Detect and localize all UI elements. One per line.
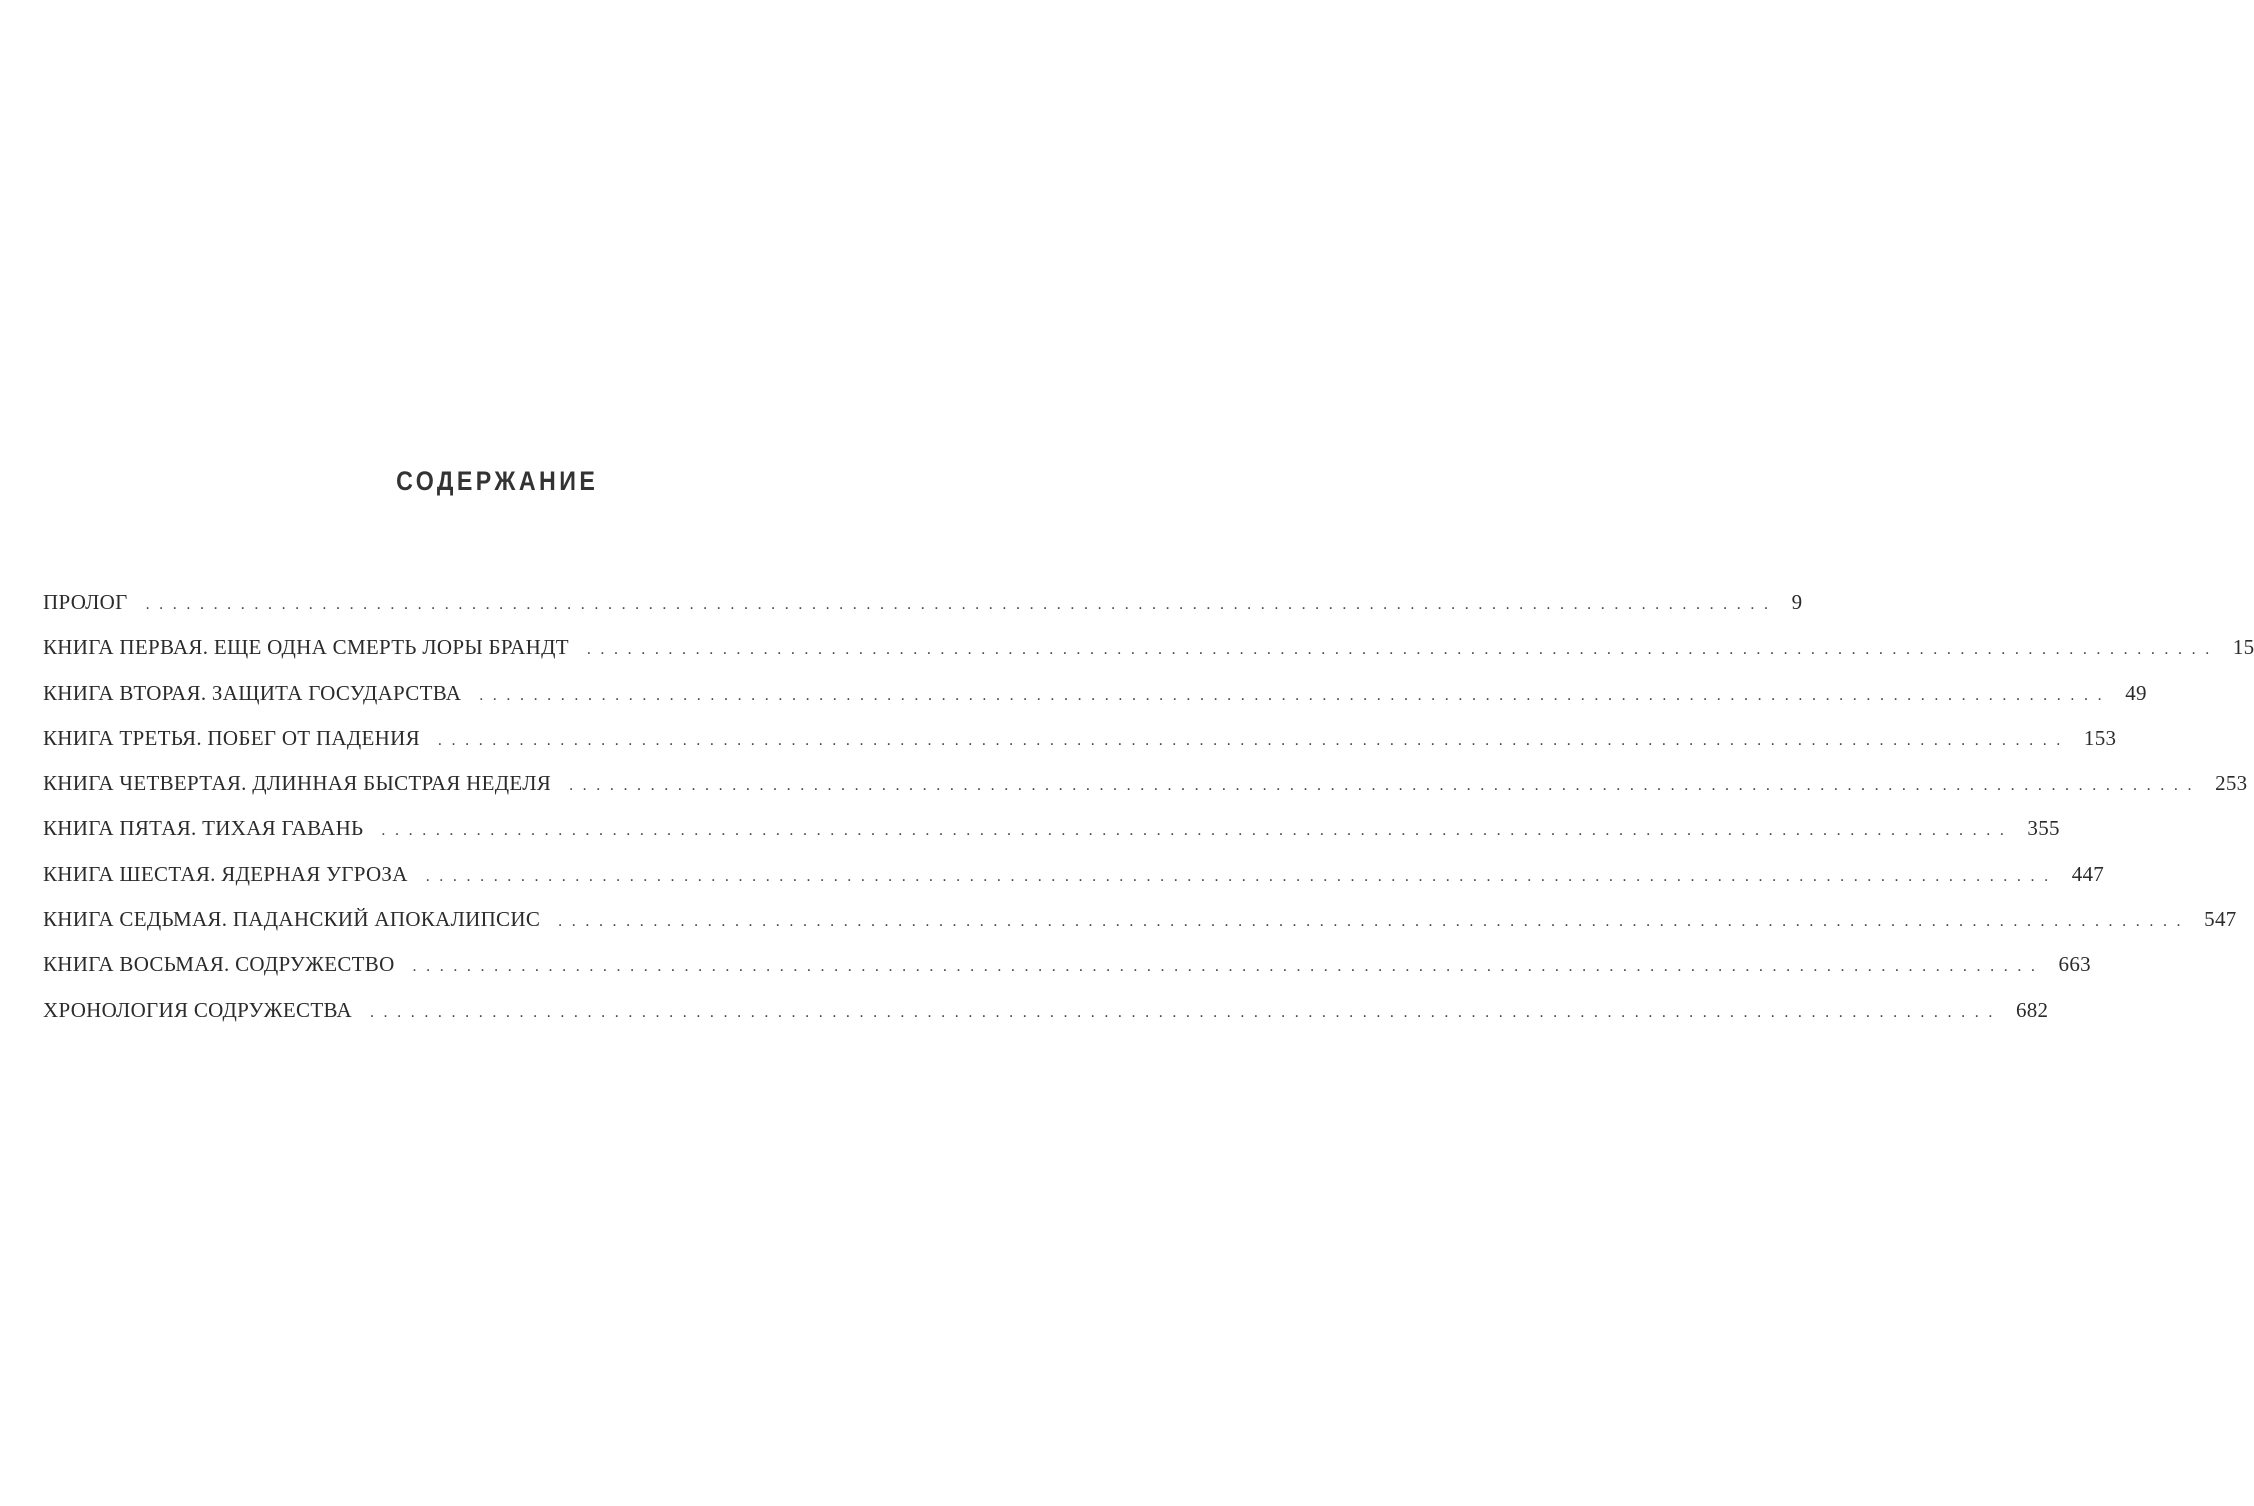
toc-entry-title: ХРОНОЛОГИЯ СОДРУЖЕСТВА — [43, 997, 352, 1022]
dot-leader: ........................................................................................................................ — [381, 822, 2014, 840]
dot-leader: ........................................................................................................................ — [586, 641, 2219, 659]
table-of-contents — [43, 590, 2254, 1043]
toc-entry-title: КНИГА ШЕСТАЯ. ЯДЕРНАЯ УГРОЗА — [43, 861, 408, 886]
toc-entry — [43, 997, 2049, 1043]
toc-entry — [43, 816, 2060, 861]
toc-entry-title: КНИГА СЕДЬМАЯ. ПАДАНСКИЙ АПОКАЛИПСИС — [43, 907, 541, 932]
toc-entry — [43, 635, 2254, 680]
dot-leader: ........................................................................................................................ — [412, 958, 2045, 976]
toc-entry-page: 547 — [2204, 907, 2237, 932]
toc-entry — [43, 771, 2248, 816]
toc-entry-page: 49 — [2125, 680, 2147, 705]
dot-leader: ........................................................................................................................ — [145, 596, 1778, 613]
toc-entry — [43, 725, 2117, 771]
toc-entry-title: КНИГА ПЕРВАЯ. ЕЩЕ ОДНА СМЕРТЬ ЛОРЫ БРАНДТ — [43, 635, 569, 660]
toc-entry — [43, 861, 2105, 907]
toc-entry-page: 153 — [2083, 725, 2117, 750]
toc-entry-title: КНИГА ТРЕТЬЯ. ПОБЕГ ОТ ПАДЕНИЯ — [43, 725, 420, 750]
dot-leader: ........................................................................................................................ — [479, 686, 2112, 704]
dot-leader: ........................................................................................................................ — [369, 1003, 2002, 1021]
toc-entry-page: 447 — [2071, 861, 2105, 886]
toc-entry-page: 355 — [2027, 816, 2060, 841]
toc-entry — [43, 590, 1803, 635]
dot-leader: ........................................................................................................................ — [437, 731, 2070, 749]
dot-leader: ........................................................................................................................ — [425, 867, 2058, 885]
toc-entry-title: КНИГА ПЯТАЯ. ТИХАЯ ГАВАНЬ — [43, 816, 364, 841]
toc-entry-title: КНИГА ЧЕТВЕРТАЯ. ДЛИННАЯ БЫСТРАЯ НЕДЕЛЯ — [43, 771, 552, 796]
toc-entry-page: 15 — [2232, 635, 2254, 660]
toc-entry — [43, 907, 2237, 952]
page-title: СОДЕРЖАНИЕ — [396, 466, 599, 496]
toc-entry — [43, 952, 2091, 997]
toc-entry-title: КНИГА ВОСЬМАЯ. СОДРУЖЕСТВО — [43, 952, 395, 977]
toc-entry — [43, 680, 2147, 726]
dot-leader: ........................................................................................................................ — [558, 913, 2191, 931]
toc-entry-page: 253 — [2215, 771, 2248, 796]
toc-entry-title: КНИГА ВТОРАЯ. ЗАЩИТА ГОСУДАРСТВА — [43, 680, 462, 705]
toc-entry-page: 682 — [2015, 997, 2049, 1022]
toc-entry-page: 9 — [1791, 590, 1803, 614]
toc-entry-page: 663 — [2058, 952, 2091, 977]
toc-entry-title: ПРОЛОГ — [43, 590, 128, 614]
dot-leader: ........................................................................................................................ — [569, 777, 2202, 795]
